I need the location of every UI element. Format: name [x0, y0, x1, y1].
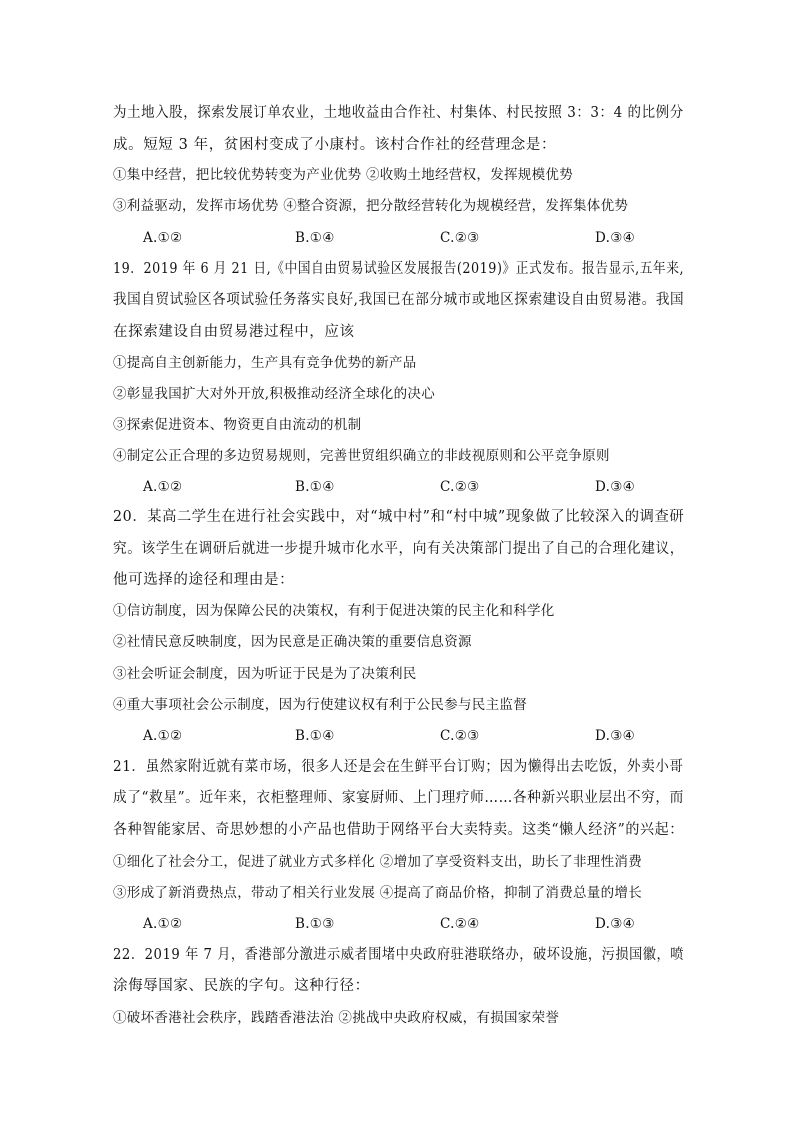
q20-stem-line-3: 他可选择的途径和理由是：: [113, 572, 295, 588]
q21-stem-line-2: 成了“救星”。近年来，衣柜整理师、家宴厨师、上门理疗师……各种新兴职业层出不穷，而: [113, 790, 684, 806]
q20-option-a: A.①②: [143, 728, 183, 744]
q21-option-c: C.②④: [440, 916, 480, 932]
q19-item-2: ②彰显我国扩大对外开放,积极推动经济全球化的决心: [113, 386, 435, 402]
q20-stem-line-1: 20．某高二学生在进行社会实践中，对“城中村”和“村中城”现象做了比较深入的调查研: [113, 509, 685, 525]
q19-option-c: C.②③: [440, 479, 480, 495]
q19-option-a: A.①②: [143, 479, 183, 495]
q18-item-line-2: ③利益驱动，发挥市场优势 ④整合资源，把分散经营转化为规模经营，发挥集体优势: [113, 198, 629, 214]
q19-stem-line-3: 在探索建设自由贸易港过程中，应该: [113, 324, 355, 340]
q21-option-d: D.③④: [595, 916, 636, 932]
q20-item-2: ②社情民意反映制度，因为民意是正确决策的重要信息资源: [113, 634, 472, 650]
q21-item-line-1: ①细化了社会分工，促进了就业方式多样化 ②增加了享受资料支出，助长了非理性消费: [113, 854, 642, 870]
q19-stem-line-2: 我国自贸试验区各项试验任务落实良好,我国已在部分城市或地区探索建设自由贸易港。我国: [113, 292, 685, 308]
q19-stem-line-1: 19．2019 年 6 月 21 日,《中国自由贸易试验区发展报告(2019)》正式发布。报告显示,五年来,: [113, 261, 685, 277]
q18-stem-line-2: 成。短短 3 年，贫困村变成了小康村。该村合作社的经营理念是：: [113, 137, 557, 153]
q21-option-b: B.①③: [295, 916, 335, 932]
q20-item-1: ①信访制度，因为保障公民的决策权，有利于促进决策的民主化和科学化: [113, 603, 555, 619]
q22-item-line-1: ①破坏香港社会秩序，践踏香港法治 ②挑战中央政府权威，有损国家荣誉: [113, 1010, 560, 1026]
q21-stem-line-1: 21．虽然家附近就有菜市场，很多人还是会在生鲜平台订购；因为懒得出去吃饭，外卖小哥: [113, 759, 684, 775]
q18-item-line-1: ①集中经营，把比较优势转变为产业优势 ②收购土地经营权，发挥规模优势: [113, 167, 573, 183]
q19-option-d: D.③④: [595, 479, 636, 495]
q18-option-d: D.③④: [595, 230, 636, 246]
q19-item-1: ①提高自主创新能力，生产具有竞争优势的新产品: [113, 355, 417, 371]
q20-option-b: B.①④: [295, 728, 335, 744]
q18-option-c: C.②③: [440, 230, 480, 246]
q18-option-b: B.①④: [295, 230, 335, 246]
q19-option-b: B.①④: [295, 479, 335, 495]
q22-stem-line-1: 22．2019 年 7 月，香港部分激进示威者围堵中央政府驻港联络办，破坏设施，污损国徽，喷: [113, 947, 684, 963]
q20-stem-line-2: 究。该学生在调研后就进一步提升城市化水平，向有关决策部门提出了自己的合理化建议，: [113, 541, 685, 557]
q20-option-c: C.②③: [440, 728, 480, 744]
q21-option-a: A.①②: [143, 916, 183, 932]
q22-stem-line-2: 涂侮辱国家、民族的字句。这种行径：: [113, 978, 370, 994]
q20-item-4: ④重大事项社会公示制度，因为行使建议权有利于公民参与民主监督: [113, 697, 527, 713]
q18-option-a: A.①②: [143, 230, 183, 246]
q20-item-3: ③社会听证会制度，因为听证于民是为了决策利民: [113, 666, 417, 682]
q21-stem-line-3: 各种智能家居、奇思妙想的小产品也借助于网络平台大卖特卖。这类“懒人经济”的兴起：: [113, 822, 684, 838]
q19-item-4: ④制定公正合理的多边贸易规则，完善世贸组织确立的非歧视原则和公平竞争原则: [113, 448, 610, 464]
q19-item-3: ③探索促进资本、物资更自由流动的机制: [113, 417, 362, 433]
q21-item-line-2: ③形成了新消费热点，带动了相关行业发展 ④提高了商品价格，抑制了消费总量的增长: [113, 885, 642, 901]
q18-stem-line-1: 为土地入股，探索发展订单农业，土地收益由合作社、村集体、村民按照 3：3：4 的比例分: [113, 105, 684, 121]
q20-option-d: D.③④: [595, 728, 636, 744]
